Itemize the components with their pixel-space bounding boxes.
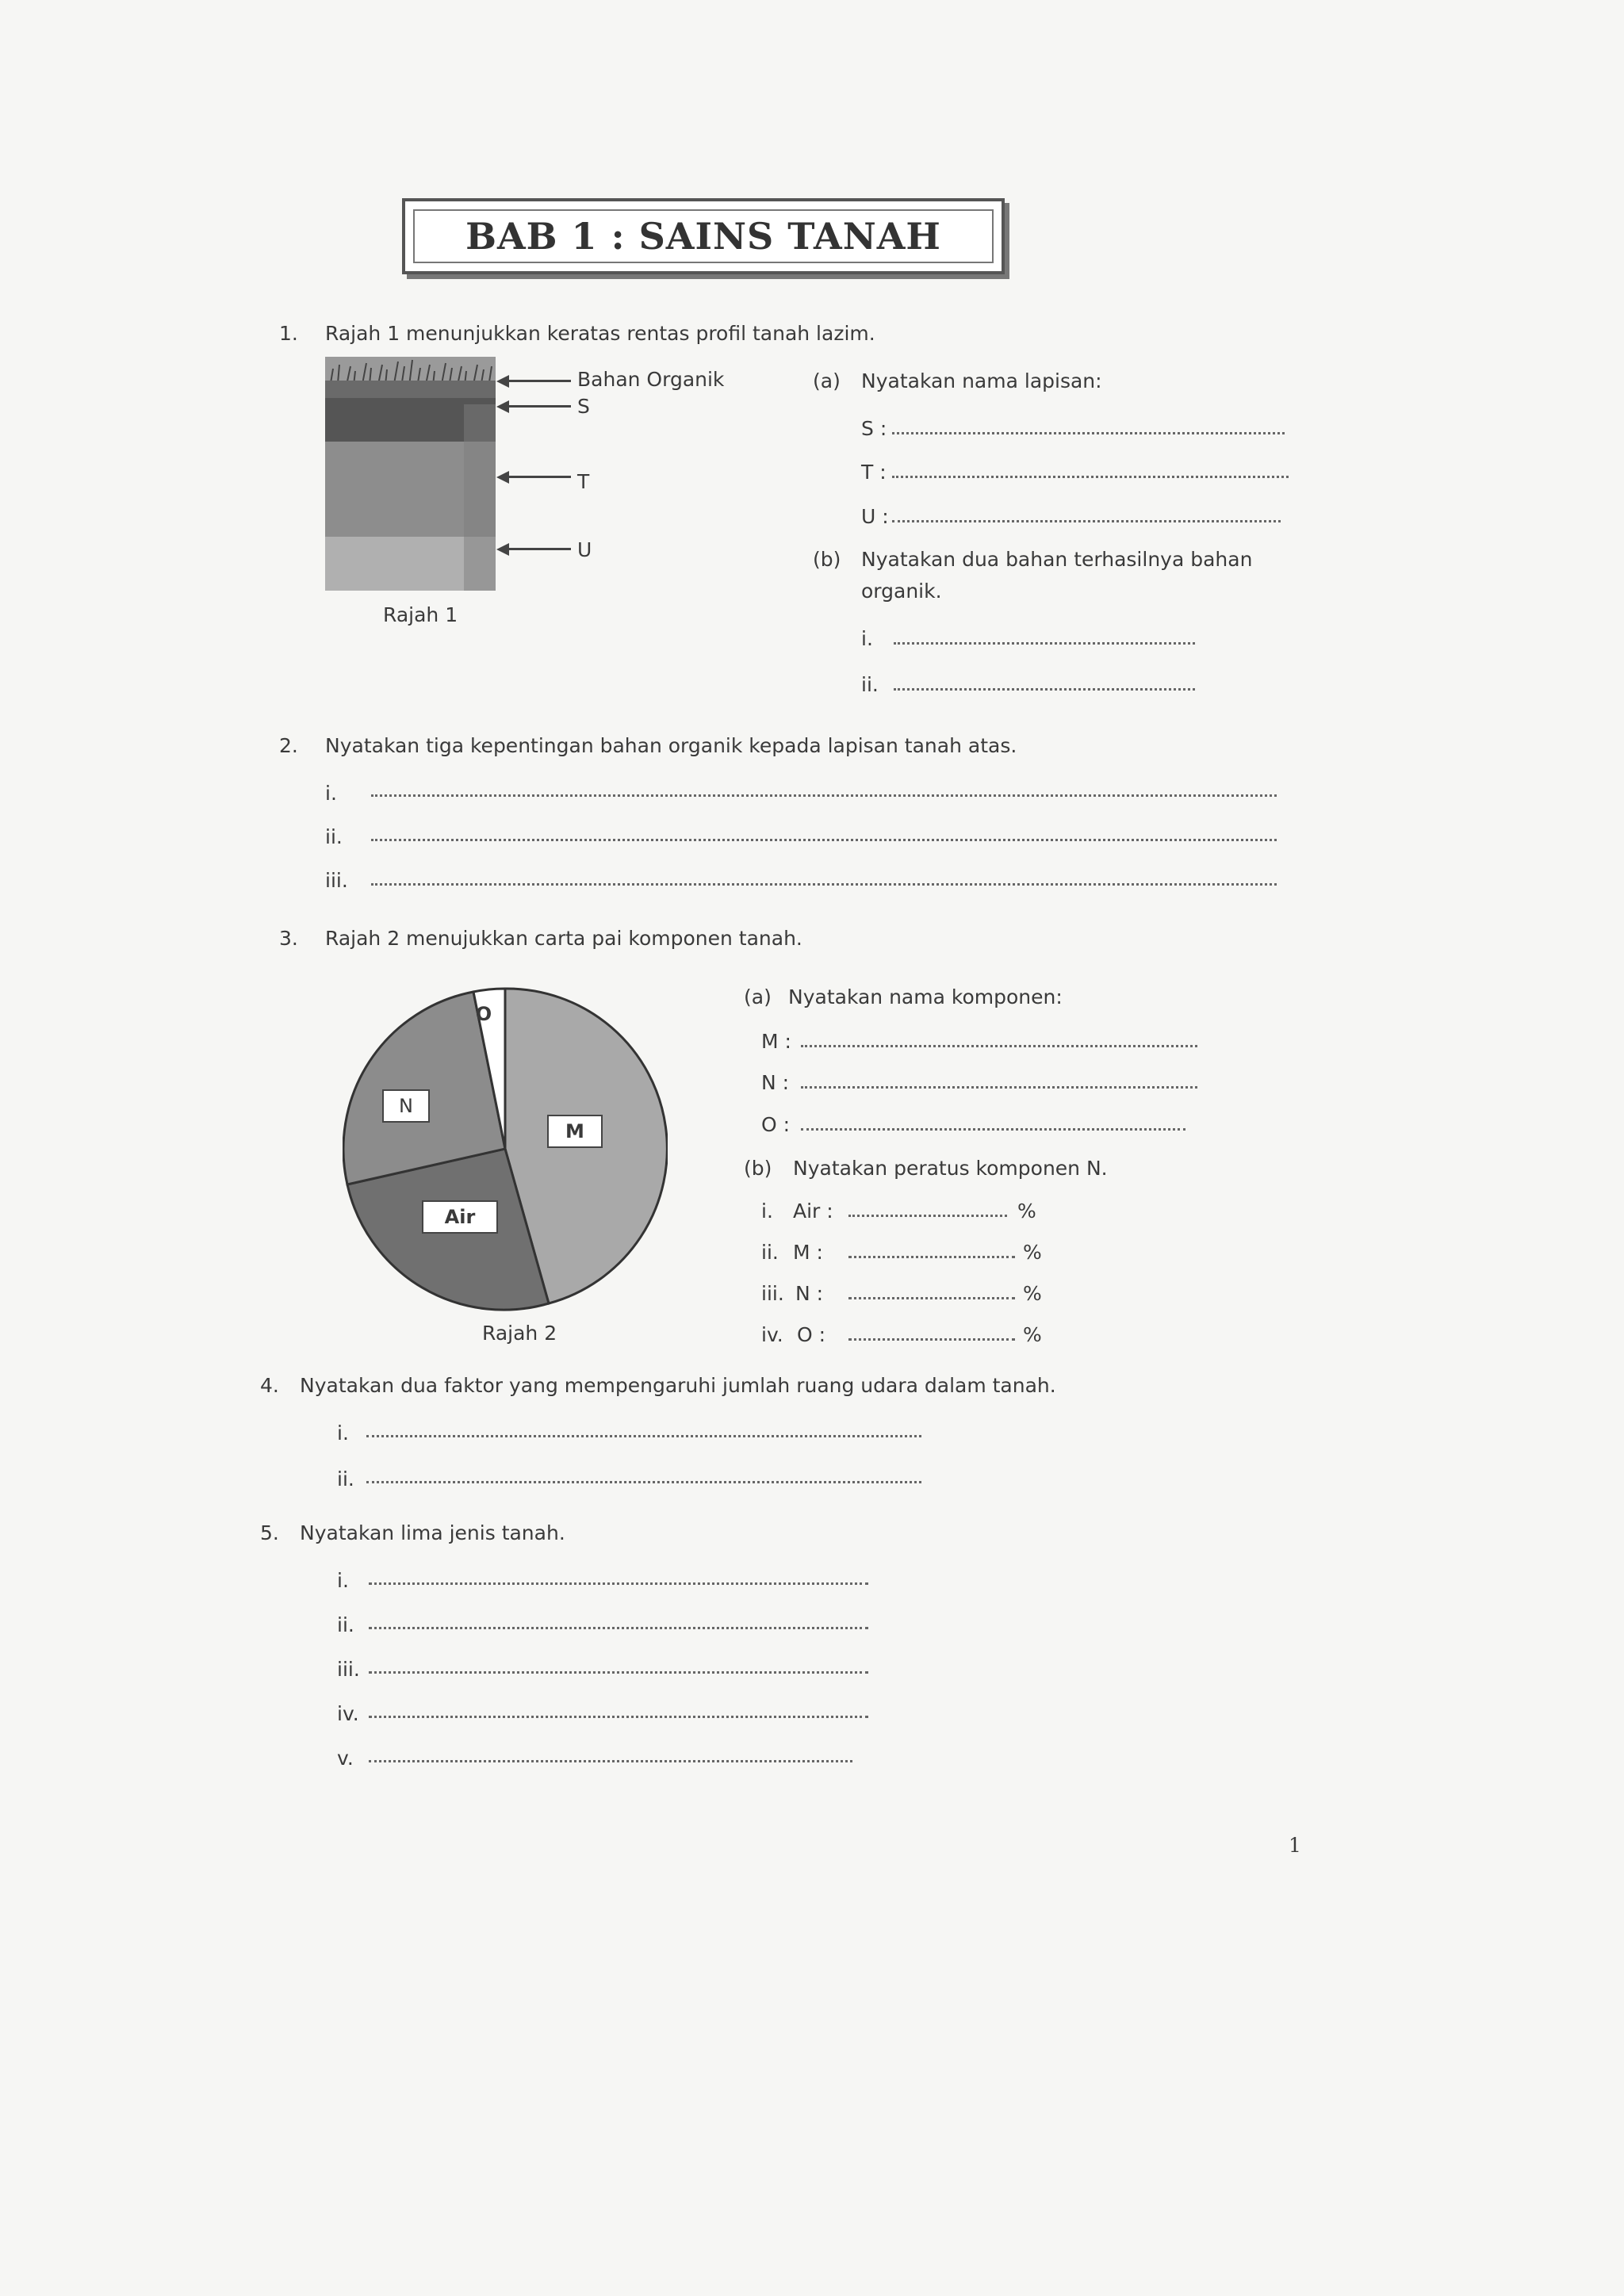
label-t: T	[577, 470, 590, 493]
answer-line-n[interactable]	[801, 1086, 1197, 1089]
q4-item-i: i.	[337, 1422, 349, 1445]
arrow-line-u	[508, 548, 571, 550]
q3b-text: Nyatakan peratus komponen N.	[793, 1157, 1108, 1180]
q2-text: Nyatakan tiga kepentingan bahan organik kepada lapisan tanah atas.	[325, 734, 1017, 757]
answer-line-q4-i[interactable]	[366, 1435, 921, 1437]
q5-number: 5.	[260, 1521, 279, 1544]
q5-item-iv: iv.	[337, 1702, 359, 1725]
q3a-text: Nyatakan nama komponen:	[788, 985, 1063, 1008]
label-u: U	[577, 538, 592, 561]
q5-item-iii: iii.	[337, 1658, 360, 1681]
q3b-unit-iv: %	[1023, 1323, 1042, 1346]
q5-text: Nyatakan lima jenis tanah.	[300, 1521, 565, 1544]
q5-item-v: v.	[337, 1747, 354, 1770]
answer-line-u[interactable]	[892, 520, 1281, 522]
q1-text: Rajah 1 menunjukkan keratas rentas profil tanah lazim.	[325, 322, 875, 345]
q1a-text: Nyatakan nama lapisan:	[861, 369, 1102, 392]
q1b-line1: Nyatakan dua bahan terhasilnya bahan	[861, 548, 1253, 571]
page-title: BAB 1 : SAINS TANAH	[465, 215, 941, 258]
q3-number: 3.	[279, 927, 298, 950]
page-number: 1	[1289, 1834, 1301, 1857]
label-bahan-organik: Bahan Organik	[577, 368, 725, 391]
answer-line-q5-iv[interactable]	[369, 1716, 868, 1718]
q3b-label-n: N :	[795, 1282, 824, 1305]
answer-line-percent-n[interactable]	[848, 1297, 1015, 1299]
q3b-num-iii: iii.	[761, 1282, 784, 1305]
q5-item-ii: ii.	[337, 1613, 354, 1636]
answer-line-m[interactable]	[801, 1045, 1197, 1047]
q1a-tag: (a)	[813, 369, 841, 392]
q3b-unit-ii: %	[1023, 1241, 1042, 1264]
label-s: S	[577, 395, 590, 418]
answer-line-q5-iii[interactable]	[369, 1671, 868, 1674]
soil-profile-picture	[325, 357, 496, 591]
q1-caption: Rajah 1	[383, 603, 458, 626]
arrow-line-t	[508, 476, 571, 478]
pie-label-air: Air	[422, 1200, 498, 1234]
answer-line-q2-iii[interactable]	[371, 883, 1277, 886]
answer-line-percent-air[interactable]	[848, 1215, 1007, 1217]
q3-text: Rajah 2 menujukkan carta pai komponen tanah.	[325, 927, 802, 950]
answer-line-q2-ii[interactable]	[371, 839, 1277, 841]
answer-line-q4-ii[interactable]	[366, 1481, 921, 1483]
answer-line-o[interactable]	[801, 1128, 1185, 1131]
q1-number: 1.	[279, 322, 298, 345]
q3b-unit-i: %	[1017, 1200, 1036, 1223]
q1a-item-s: S :	[861, 417, 887, 440]
q3b-unit-iii: %	[1023, 1282, 1042, 1305]
q2-item-ii: ii.	[325, 825, 343, 848]
q2-item-iii: iii.	[325, 869, 348, 892]
q3a-item-n: N :	[761, 1071, 790, 1094]
q3b-num-ii: ii.	[761, 1241, 779, 1264]
q3b-label-air: Air :	[793, 1200, 833, 1223]
answer-line-percent-o[interactable]	[848, 1338, 1015, 1341]
pie-label-m: M	[547, 1115, 603, 1148]
answer-line-percent-m[interactable]	[848, 1256, 1015, 1258]
pie-label-n: N	[382, 1089, 430, 1123]
q2-number: 2.	[279, 734, 298, 757]
title-box	[402, 198, 1005, 274]
q4-number: 4.	[260, 1374, 279, 1397]
q1b-item-ii: ii.	[861, 673, 879, 696]
title-inner-frame	[413, 209, 994, 263]
pie-chart	[343, 986, 668, 1311]
q3b-label-o: O :	[797, 1323, 826, 1346]
answer-line-q2-i[interactable]	[371, 794, 1277, 797]
q1a-item-u: U :	[861, 505, 889, 528]
q3b-tag: (b)	[744, 1157, 772, 1180]
arrow-line-s	[508, 405, 571, 408]
answer-line-t[interactable]	[892, 476, 1289, 478]
q3a-item-m: M :	[761, 1030, 791, 1053]
q2-item-i: i.	[325, 782, 337, 805]
answer-line-q5-i[interactable]	[369, 1582, 868, 1585]
q5-item-i: i.	[337, 1569, 349, 1592]
q4-item-ii: ii.	[337, 1468, 354, 1490]
q4-text: Nyatakan dua faktor yang mempengaruhi jumlah ruang udara dalam tanah.	[300, 1374, 1056, 1397]
q3b-label-m: M :	[793, 1241, 823, 1264]
q1a-item-t: T :	[861, 461, 887, 484]
q3a-tag: (a)	[744, 985, 772, 1008]
answer-line-q1b-i[interactable]	[894, 642, 1195, 645]
answer-line-q5-v[interactable]	[369, 1760, 852, 1762]
q1b-tag: (b)	[813, 548, 841, 571]
q1b-line2: organik.	[861, 580, 942, 603]
answer-line-q1b-ii[interactable]	[894, 688, 1195, 691]
answer-line-q5-ii[interactable]	[369, 1627, 868, 1629]
q3b-num-iv: iv.	[761, 1323, 783, 1346]
arrow-line-bahan-organik	[508, 380, 571, 382]
pie-label-o: O	[475, 1003, 492, 1025]
q1b-item-i: i.	[861, 627, 873, 650]
q3b-num-i: i.	[761, 1200, 773, 1223]
answer-line-s[interactable]	[892, 432, 1285, 434]
q3a-item-o: O :	[761, 1113, 791, 1136]
q3-caption: Rajah 2	[482, 1322, 557, 1345]
